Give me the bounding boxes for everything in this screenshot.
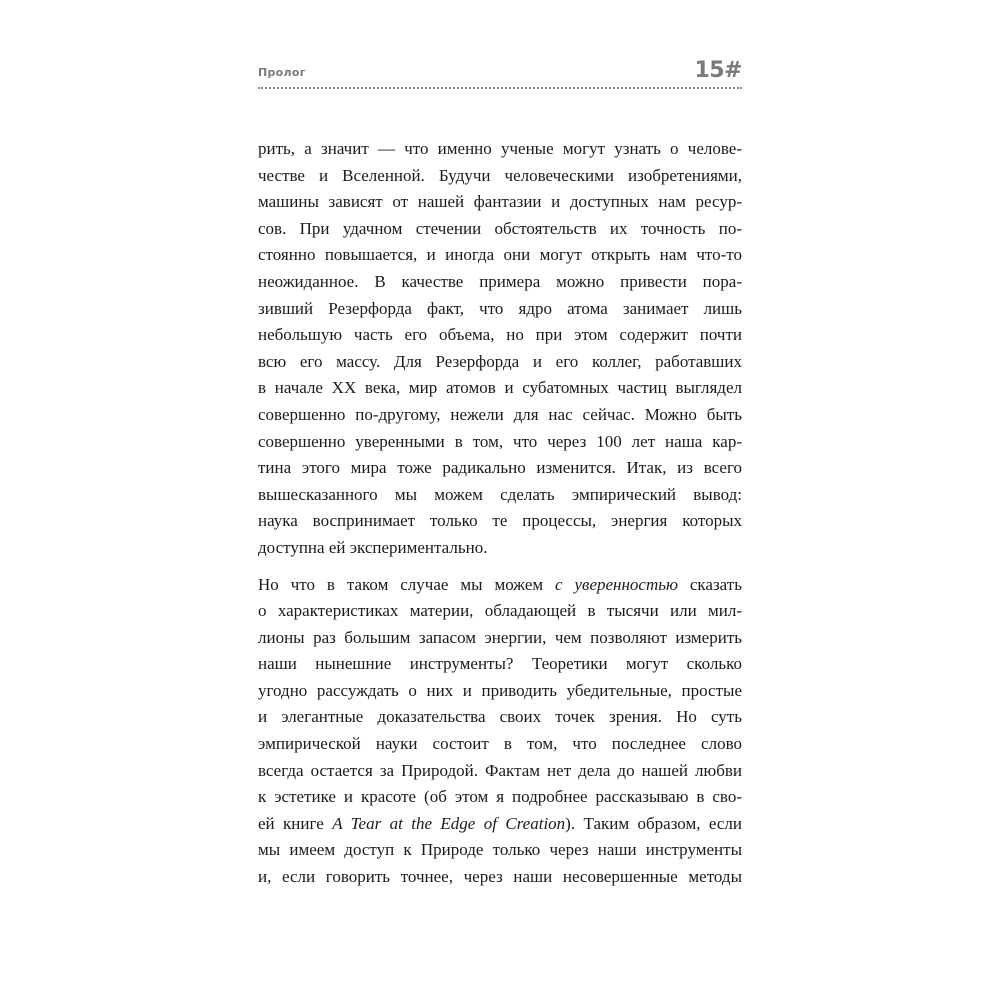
page-number: 15#	[694, 58, 742, 83]
text-line: мы имеем доступ к Природе только через наши инструменты	[258, 840, 742, 860]
text-line: всю его массу. Для Резерфорда и его коллег, работавших	[258, 351, 742, 371]
header-divider	[258, 87, 742, 89]
text-line: наши нынешние инструменты? Теоретики могут сколько	[258, 654, 742, 674]
text-line: угодно рассуждать о них и приводить убедительные, простые	[258, 680, 742, 700]
text-line: доступна ей экспериментально.	[258, 537, 488, 557]
text-line: в начале XX века, мир атомов и субатомных частиц выглядел	[258, 378, 742, 398]
body-text	[258, 136, 742, 891]
text-line: честве и Вселенной. Будучи человеческими изобретениями,	[258, 165, 742, 185]
paragraph	[258, 572, 742, 891]
book-page	[258, 58, 742, 887]
text-line: сов. При удачном стечении обстоятельств их точность по-	[258, 218, 742, 238]
text-line: рить, а значит — что именно ученые могут узнать о челове-	[258, 139, 742, 158]
text-line: неожиданное. В качестве примера можно привести пора-	[258, 271, 742, 291]
text-line: небольшую часть его объема, но при этом содержит почти	[258, 325, 742, 345]
text-line: зивший Резерфорда факт, что ядро атома занимает лишь	[258, 298, 742, 318]
text-line: машины зависят от нашей фантазии и доступных нам ресур-	[258, 192, 742, 212]
paragraph	[258, 136, 742, 562]
text-line: к эстетике и красоте (об этом я подробнее рассказываю в сво-	[258, 787, 742, 807]
text-line: и, если говорить точнее, через наши несовершенные методы	[258, 867, 742, 887]
text-line: лионы раз большим запасом энергии, чем позволяют измерить	[258, 627, 742, 647]
text-line: и элегантные доказательства своих точек зрения. Но суть	[258, 707, 742, 727]
running-header	[258, 58, 742, 88]
text-line: вышесказанного мы можем сделать эмпирический вывод:	[258, 484, 742, 504]
text-line: стоянно повышается, и иногда они могут открыть нам что-то	[258, 245, 742, 265]
text-line: тина этого мира тоже радикально изменится. Итак, из всего	[258, 458, 742, 478]
text-line: эмпирической науки состоит в том, что последнее слово	[258, 734, 742, 754]
text-line: Но что в таком случае мы можем с уверенностью сказать	[258, 574, 742, 594]
text-line: совершенно уверенными в том, что через 100 лет наша кар-	[258, 431, 742, 451]
book-title-text: A Tear at the Edge of Creation	[332, 813, 566, 833]
text-line: совершенно по-другому, нежели для нас сейчас. Можно быть	[258, 404, 742, 424]
section-title: Пролог	[258, 66, 306, 79]
text-line: наука воспринимает только те процессы, энергия которых	[258, 511, 742, 531]
emphasis-text: с уверенностью	[555, 574, 678, 594]
text-line: ей книге A Tear at the Edge of Creation). Таким образом, если	[258, 813, 742, 833]
text-line: о характеристиках материи, обладающей в тысячи или мил-	[258, 601, 742, 621]
text-line: всегда остается за Природой. Фактам нет дела до нашей любви	[258, 760, 742, 780]
